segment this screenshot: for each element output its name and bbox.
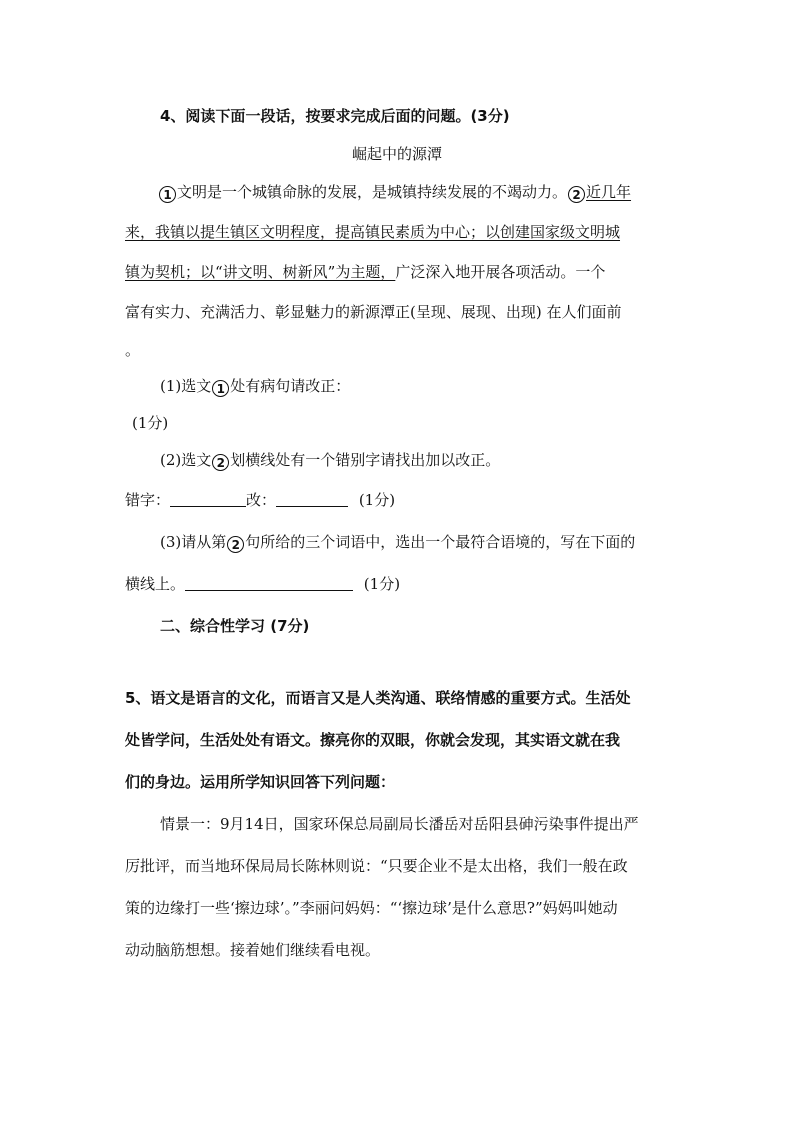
scenario-1-line-3: 策的边缘打一些‘擦边球’。”李丽问妈妈：“‘擦边球’是什么意思?”妈妈叫她动 [125, 899, 618, 917]
subquestion-2-answer-row [125, 490, 395, 510]
passage-line-3 [125, 262, 605, 282]
subquestion-3-line2: 横线上。 [125, 575, 186, 593]
wrong-char-blank[interactable] [170, 491, 246, 507]
circled-number-2: 2 [227, 536, 244, 553]
correction-label: 改： [246, 491, 277, 509]
passage-line-3-rest: 广泛深入地开展各项活动。一个 [395, 263, 606, 281]
subquestion-3-prefix: (3)请从第 [160, 533, 227, 551]
subquestion-1-score: (1分) [132, 414, 169, 432]
wrong-char-label: 错字： [125, 491, 171, 509]
passage-line-3-underlined: 镇为契机；以“讲文明、树新风”为主题， [125, 263, 396, 281]
passage-line-4: 富有实力、充满活力、彰显魅力的新源潭正(呈现、展现、出现) 在人们面前 [125, 303, 622, 321]
correction-blank[interactable] [276, 491, 348, 507]
subquestion-1-prefix: (1)选文 [160, 377, 212, 395]
subquestion-2-prefix: (2)选文 [160, 451, 212, 469]
scenario-1-line-1: 情景一：9月14日，国家环保总局副局长潘岳对岳阳县砷污染事件提出严 [160, 815, 639, 833]
question-4-title: 4、阅读下面一段话，按要求完成后面的问题。(3分) [160, 107, 510, 125]
question-5-line-2: 处皆学问，生活处处有语文。擦亮你的双眼，你就会发现，其实语文就在我 [125, 731, 621, 749]
question-5-line-3: 们的身边。运用所学知识回答下列问题： [125, 773, 396, 791]
passage-line-2: 来，我镇以提生镇区文明程度，提高镇民素质为中心；以创建国家级文明城 [125, 223, 621, 241]
circled-number-2: 2 [568, 186, 585, 203]
subquestion-1-text: 处有病句请改正： [230, 377, 351, 395]
passage-sentence-1: 文明是一个城镇命脉的发展，是城镇持续发展的不竭动力。 [177, 183, 568, 201]
question-5-line-1: 5、语文是语言的文化，而语言又是人类沟通、联络情感的重要方式。生活处 [125, 689, 631, 707]
subquestion-3-score: (1分) [363, 575, 401, 593]
passage-title: 崛起中的源潭 [351, 145, 442, 163]
circled-number-1: 1 [212, 380, 229, 397]
subquestion-2-text: 划横线处有一个错别字请找出加以改正。 [230, 451, 501, 469]
scenario-1-line-4: 动动脑筋想想。接着她们继续看电视。 [125, 941, 381, 959]
word-choice-blank[interactable] [185, 575, 353, 591]
subquestion-3-answer-row [125, 574, 400, 594]
subquestion-3 [160, 532, 635, 553]
section-2-title: 二、综合性学习 (7分) [160, 617, 310, 635]
subquestion-2 [160, 450, 500, 471]
passage-line-1 [158, 182, 631, 203]
subquestion-2-score: (1分) [358, 491, 396, 509]
circled-number-2: 2 [212, 454, 229, 471]
subquestion-3-text: 句所给的三个词语中，选出一个最符合语境的，写在下面的 [245, 533, 636, 551]
passage-sentence-2-start: 近几年 [586, 183, 632, 201]
subquestion-1 [160, 376, 350, 397]
passage-line-5: 。 [125, 341, 141, 359]
circled-number-1: 1 [159, 186, 176, 203]
scenario-1-line-2: 厉批评，而当地环保局局长陈林则说：“只要企业不是太出格，我们一般在政 [125, 857, 628, 875]
